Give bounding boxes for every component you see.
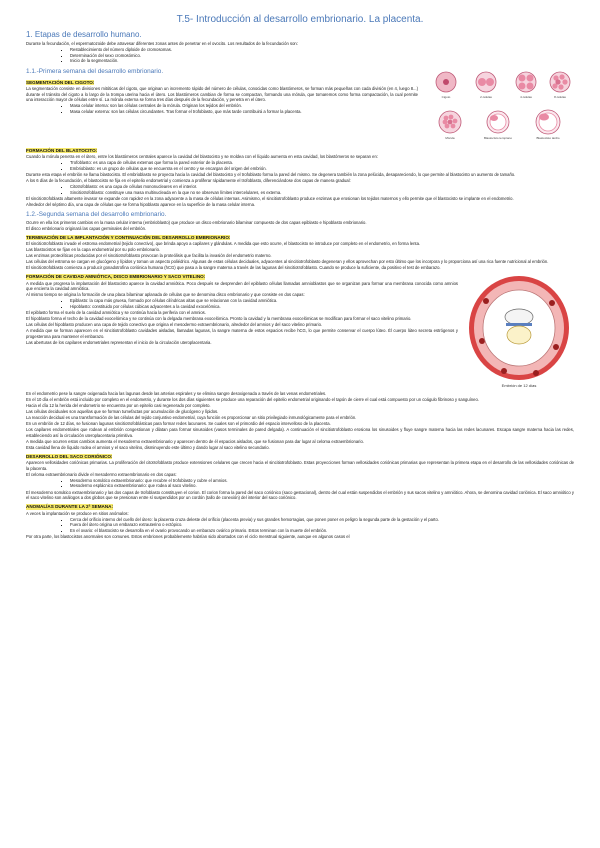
implantation-paragraph: Las células del estroma se cargan en glucógeno y lípidos y toman un aspecto poliédrico. Algunas de estas células deciduales, adyacentes al sincitiotrofoblasto degeneran y ellos aprovechan por esto último que los incorpora y lo proporciona así una rica fuente nutricional al embrión. (26, 259, 549, 264)
list-item: ▪ Masa celular externa: son las células circundantes. Tras formar el trofoblasto, que más tarde contribuirá a formar la placenta. (70, 109, 574, 115)
lacuna-mark (553, 344, 559, 350)
mesoderm-list (26, 478, 574, 489)
list-item: ▪ Embrioblasto: es un grupo de células que se encuentra en el centro y se encargan del origen del embrión. (70, 166, 574, 172)
figure-label-two-cells: 2 células (480, 94, 492, 99)
amniotic-cavity (505, 309, 533, 325)
morula-stage (439, 111, 461, 133)
circulation-paragraph: Las células deciduales son aquellas que se forman tumefactas por acumulación de glucógeno y lípidos. (26, 409, 219, 414)
blastocyst-label: FORMACIÓN DEL BLASTOCITO: (26, 147, 98, 153)
list-item: ▪ Masa celular interna: son las células centrales de la mórula. Originan los tejidos del embrión. (70, 103, 574, 109)
list-item: ▪ Hipoblasto: constituido por células cúbicas adyacentes a la cavidad exocelómica. (70, 304, 574, 310)
chorionic-sac-label: DESARROLLO DEL SACO CORIÓNICO: (26, 453, 113, 459)
section-1-2-heading: 1.2.-Segunda semana del desarrollo embrionario. (26, 210, 167, 218)
early-blastocyst-stage (487, 111, 509, 133)
list-item: ▪ Citotrofoblasto: es una capa de células mononucleares en el interior. (70, 184, 574, 190)
figure-2-caption: Embrión de 12 días (501, 383, 537, 388)
two-cell-stage (476, 72, 496, 92)
list-item: ▪ Fuera del útero origina un embarazo extrauterino o ectópico. (70, 522, 574, 528)
four-cell-stage (516, 72, 536, 92)
amniotic-paragraph: El epiblasto forma el suelo de la cavidad amniótica y se continúa hacia la periferia con el amnios. (26, 310, 206, 315)
list-item: ▪ Mesodermo esplácnico extraembrionario: que rodea al saco vitelino. (70, 483, 574, 489)
amniotic-paragraph: Las aberturas de los capilares endometriales representan el inicio de la circulación uteroplacentaria. (26, 339, 212, 345)
implantation-paragraph: Las blastocistos se fijan en la capa endometrial por su polo embrionario. (26, 247, 161, 252)
anomalies-label: ANOMALÍAS DURANTE LA 2ª SEMANA: (26, 504, 114, 509)
amniotic-paragraph: Al mismo tiempo se origina la formación de una placa bilaminar aplanada de células que se denomina disco embrionario y que consiste en dos capas: (26, 292, 305, 297)
list-item: ▪ Epiblasto: la capa más gruesa, formado por células cilíndricas altas que se relacionan con la cavidad amniótica. (70, 298, 574, 304)
trophoblast-layers-list (26, 184, 574, 195)
blastocyst-paragraph: Cuando la mórula penetra en el útero, entre los blastómeros centrales aparece la cavidad del blastocisto y se moldea con el líquido aumenta en esta cavidad, los blastómeros se separan en: (26, 154, 378, 159)
lacuna-mark (549, 300, 555, 306)
amniotic-paragraph: A medida que progresa la implantación del blastocisto aparece la cavidad amniótica. Poco después se desprenden del epiblasto células llamadas amnioblastos que se organizan para formar una membrana conocida como amnios que encierra la cavidad amniótica. (26, 280, 458, 291)
figure-label-four-cells: 4 células (520, 94, 532, 99)
list-item: ▪ Sincitiotrofoblasto: constituye una masa multinucleada en la que no se observan límites intercelulares, es externa. (70, 190, 574, 196)
page-title: T.5- Introducción al desarrollo embrionario. La placenta. (176, 14, 424, 25)
figure-label-eight-cells: 8 células (554, 94, 566, 99)
blastomere-list (26, 160, 574, 171)
circulation-paragraph: A medida que ocurren estos cambios aumenta el mesodermo extraembrionario y aparecen dentro de él espacios aislados, que se fusionan para dar lugar al celoma extraembrionario. (26, 438, 364, 444)
blastocyst-paragraph: A los 6 días de la fecundación, el blastocisto se fija en el epitelio endometrial y comienza a proliferar rápidamente el trofoblasto, diferenciándose dos capas de manera gradual: (26, 178, 351, 183)
chorionic-sac-paragraph: El celoma extraembrionario divide el mesodermo extraembrionario en dos capas: (26, 471, 177, 477)
second-week-intro: Ocurre en ella los primeros cambios en la masa celular interna (embrioblasto) que produce un disco embrionario bilaminar compuesto de dos capas epiblasto e hipoblasto embrionario. (26, 219, 367, 225)
segmentation-figure (424, 65, 574, 143)
anomalies-outro: Por otra parte, los blastocistos anormales son comunes. Estos embriones probablemente habrían sido abortados con el ciclo menstrual siguiente, aunque en algunos casos el (26, 534, 350, 539)
figure-label-zygote: Cigoto (441, 94, 451, 99)
lacuna-mark (483, 298, 489, 304)
first-week-block (26, 65, 574, 145)
circulation-paragraph: Hacia el día 12 la herida del endometrio se encuentra por un epitelio casi regenerado por completo. (26, 403, 211, 408)
embryo-12-days-figure (464, 271, 574, 389)
yolk-sac (507, 326, 531, 344)
figure-label-late-blastocyst: Blastocisto tardío (536, 135, 560, 140)
circulation-paragraph: En el 10 día el embrión está incluido por completo en el endometrio, y durante los dos días siguientes se produce una reparación del epitelio endometrial originando el tapón de cierre el cual está compuesto por un coágulo fibrinoso y sanguíneo. (26, 397, 479, 402)
figure-label-early-blastocyst: Blastocisto temprano (483, 135, 513, 140)
list-item: ▪ Mesodermo somático extraembrionario: que recubre el trofoblasto y cubre el amnios. (70, 478, 574, 484)
circulation-paragraph: Los capilares endometriales que rodean al embrión congestionan y dilatan para formar sinusoides (vasos terminales de pared delgada). A continuación el sincitiotrofoblasto erosiona los sinusoides y fluye sangre materna hacia las redes lacunares. Escapa sangre materna hacia las redes, estableciendo así la circulación uteroplacentaria primitiva. (26, 427, 574, 438)
circulation-paragraph: La reacción decidual es una transformación de las células del tejido conjuntivo endometrial, cuya función es proporcionar un sitio privilegiado inmunológicamente para el embrión. (26, 415, 357, 420)
amniotic-paragraph: El hipoblasto forma el techo de la cavidad exocelómica y se continúa con la delgada membrana exocelómica. Pronto la cavidad y la membrana exocelómicas se modifican para formar el saco vitelino primario. (26, 316, 412, 321)
segmentation-text: La segmentación consiste en divisiones mitóticas del cigoto, que originan un incremento rápido del número de células, conocidas como blastómeros, se forman más pequeñas con cada división (en 4, luego 8...) durante el tránsito del cigoto a lo largo de la trompa uterina hacia el útero. Los blastómeros cambian de forma se compactan, formando una mórula, que tomaremos como forma compactación, la cual permite una interacción mayor de células entre sí. La mórula externa se forma tres días después de la fecundación, y penetra en el útero. (26, 86, 418, 102)
implantation-label: TERMINACIÓN DE LA IMPLANTACIÓN Y CONTINUACIÓN DEL DESARROLLO EMBRIONARIO: (26, 234, 231, 240)
zygote-cell (436, 72, 456, 92)
anomalies-intro: A veces la implantación se produce en sitios anómalos: (26, 510, 129, 516)
late-blastocyst-stage (536, 110, 560, 134)
blastocyst-paragraph: El sincitiotrofoblasto altamente invasor se expande con rapidez en la zona adyacente a la masa de células internas. Asimismo, el sincitiotrofoblasto produce enzimas que erosionan los tejidos maternos y ello permite que el blastocisto se implante en el endometrio. (26, 196, 514, 201)
implantation-paragraph: Las enzimas proteolíticas producidas por el sincitiotrofoblasto provocan la proteólisis que facilita la invasión del endometrio materno. (26, 253, 272, 258)
list-item: ▪ Trofoblasto: es una capa de células externas que forma la pared exterior de la placenta. (70, 160, 574, 166)
circulation-paragraph: En un embrión de 12 días, se fusionan lagunas sincitiotrofoblásticas para formar redes lacunares. Se cuales son el primordio del espacio intervelloso de la placenta. (26, 421, 331, 426)
figure-label-morula: Mórula (445, 135, 455, 140)
lacuna-mark (501, 368, 507, 374)
list-item: ▪ Cerca del orificio interno del cuello del útero: la placenta cruza deleste del orificio (placenta previa) y sus grandes hemorragias, que ponen poner en peligro la segunda parte de la gestación y el parto. (70, 517, 574, 523)
list-item: ▪ Inicio de la segmentación. (70, 58, 574, 64)
chorionic-sac-paragraph: El mesodermo somático extraembrionario y las dos capas de trofoblasto constituyen el corion. El corion forma la pared del saco coriónico (saco gestacional), dentro del cual están suspendidos el embrión y sus sacos vitelino y amniótico. Ahora, se denomina cavidad coriónica. El saco amniótico y el saco vitelino son análogos a dos globos que se presionan entre sí suspendidos por un cordón (tallo de conexión) del interior del saco coriónico. (26, 489, 574, 500)
blastocyst-paragraph: Alrededor del séptimo día, una capa de células que se forma hipoblasto aparece en la superficie de la masa celular interna. (26, 202, 256, 207)
list-item: ▪ Determinación del sexo cromosómico. (70, 53, 574, 59)
circulation-paragraph: Esta cavidad llena de líquido rodea el amnios y el saco vitelino, disminuyendo este último y dando lugar al saco vitelino secundario. (26, 444, 270, 450)
amniotic-paragraph: Las células del hipoblasto producen una capa de tejido conectivo que origina el mesodermo extraembrionario, alrededor del amnios y del saco vitelino primario. (26, 322, 323, 327)
segmentation-label: SEGMENTACIÓN DEL CIGOTO: (26, 79, 95, 85)
amniotic-paragraph: A medida que se forman aparecen en el sincitiotrofoblasto cavidades aisladas, llamadas lagunas, la sangre materna de estos espacios recibe hCG, lo que permite conservar el cuerpo lúteo. Él cuerpo lúteo secreta estrógenos y progesterona para mantener el embarazo. (26, 328, 458, 339)
list-item: ▪ Restablecimiento del número diploide de cromosomas. (70, 47, 574, 53)
list-item: ▪ En el ovario: el blastocisto se desarrolla en el ovario provocando un embarazo ovárico primario. Estos terminan con la muerte del embrión. (70, 528, 574, 534)
embryonic-disc (506, 323, 532, 326)
circulation-paragraph: En el endometrio pese la sangre oxigenada hacia las lagunas desde las arterias espirales y se elimina sangre desoxigenada a través de las venas endometriales. (26, 391, 327, 396)
amniotic-cavity-label: FORMACIÓN DE CAVIDAD AMNIÓTICA, DISCO EMBRIONARIO Y SACO VITELINO: (26, 274, 206, 279)
section-1-intro: Durante la fecundación, el espermatozoide debe atravesar diferentes zonas antes de penetrar en el ovocito. Los resultados de la fecundación son: (26, 41, 298, 46)
section-1-1-heading: 1.1.-Primera semana del desarrollo embrionario. (26, 67, 164, 75)
anomalies-list (26, 517, 574, 534)
fecundation-results-list (26, 47, 574, 64)
blastocyst-paragraph: Durante esta etapa el embrión se llama blastocisto. El embrioblasto se proyecta hacia la cavidad del blastocisto y el trofoblasto forma la pared del mismo. Se degenera también la zona pelúcida, desapareciendo, lo que permite al blastocisto un aumento de tamaño. (26, 172, 516, 177)
amniotic-block (26, 271, 574, 391)
implantation-paragraph: El sincitiotrofoblasto invade el estroma endometrial (tejido conectivo), que brinda apoyo a capilares y glándulas. A medida que esto ocurre, el blastocisto se introduce por completo en el endometrio, en forma lenta. (26, 241, 421, 246)
implantation-paragraph: El sincitiotrofoblasto comienza a producir gonadotrofina coriónica humana (hCG) que pasa a la sangre materna a través de las lagunas del sincitiotrofoblasto. Cuando se produce la suficiente, da positivo el test de embarazo. (26, 265, 441, 270)
eight-cell-stage (550, 72, 570, 92)
lacuna-mark (533, 370, 539, 376)
section-1-heading: 1. Etapas de desarrollo humano. (26, 30, 142, 39)
chorionic-sac-paragraph: Aparecen vellosidades coriónicas primarias. La proliferación del citotrofoblasto produce extensiones celulares que crecen hacia el sincitiotrofoblasto. Estas proyecciones forman vellosidades coriónicas primarias que representan la primera etapa en el desarrollo de las vellosidades coriónicas de la placenta. (26, 460, 574, 471)
second-week-intro: El disco embrionario originará las capas germinales del embrión. (26, 225, 147, 231)
